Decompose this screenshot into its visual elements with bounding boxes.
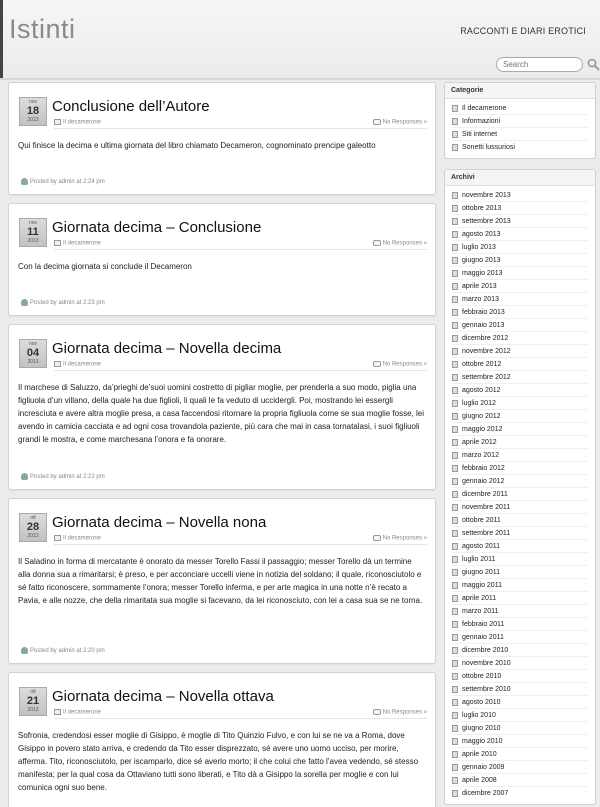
post-category-link[interactable]: Il decamerone <box>63 240 102 247</box>
archive-link[interactable] <box>452 644 588 657</box>
categories-title: Categorie <box>445 83 595 99</box>
post-meta <box>54 709 427 719</box>
date-month: ott <box>30 689 36 695</box>
post-byline: Posted by admin at 2:22 pm <box>30 474 105 480</box>
archive-link-label[interactable]: dicembre 2011 <box>462 491 508 498</box>
document-icon <box>452 478 458 485</box>
author-icon <box>21 299 28 306</box>
post <box>8 498 436 664</box>
archive-link[interactable] <box>452 657 588 670</box>
post-title[interactable]: Giornata decima – Novella decima <box>52 340 282 357</box>
author-icon <box>21 647 28 654</box>
archive-link[interactable] <box>452 228 588 241</box>
categories-widget <box>444 82 596 159</box>
archive-link-label[interactable]: aprile 2011 <box>462 595 497 602</box>
post <box>8 82 436 195</box>
archive-link-label[interactable]: agosto 2011 <box>462 543 501 550</box>
date-month: ott <box>30 515 36 521</box>
document-icon <box>452 712 458 719</box>
archive-link[interactable] <box>452 605 588 618</box>
category-link[interactable] <box>452 128 588 141</box>
document-icon <box>452 777 458 784</box>
document-icon <box>452 218 458 225</box>
archive-link[interactable] <box>452 514 588 527</box>
document-icon <box>452 231 458 238</box>
post-title[interactable]: Conclusione dell’Autore <box>52 98 210 115</box>
post-category-link[interactable]: Il decamerone <box>63 119 102 126</box>
post-byline: Posted by admin at 2:20 pm <box>30 648 105 654</box>
post-meta <box>54 119 427 129</box>
archive-link-label[interactable]: agosto 2012 <box>462 387 501 394</box>
post <box>8 203 436 316</box>
document-icon <box>452 634 458 641</box>
archive-link-label[interactable]: ottobre 2012 <box>462 361 502 368</box>
post-excerpt: Con la decima giornata si conclude il Decameron <box>18 262 192 271</box>
document-icon <box>452 400 458 407</box>
post-excerpt: Qui finisce la decima e ultima giornata del libro chiamato Decameron, cognominato prencipe galeotto <box>18 141 376 150</box>
archive-link-label[interactable]: maggio 2013 <box>462 270 503 277</box>
date-month: nov <box>28 220 38 226</box>
archive-link-label[interactable]: aprile 2013 <box>462 283 497 290</box>
archive-link-label[interactable]: ottobre 2011 <box>462 517 501 524</box>
post-footer <box>21 473 105 480</box>
archive-link[interactable] <box>452 267 588 280</box>
archive-link-label[interactable]: novembre 2010 <box>462 660 511 667</box>
post <box>8 324 436 490</box>
date-year: 2013 <box>27 533 39 539</box>
date-year: 2013 <box>27 238 39 244</box>
document-icon <box>452 764 458 771</box>
archive-link-label[interactable]: gennaio 2011 <box>462 634 504 641</box>
post-meta <box>54 240 427 250</box>
archive-link-label[interactable]: marzo 2013 <box>462 296 499 303</box>
archive-link[interactable] <box>452 527 588 540</box>
folder-icon <box>54 119 61 125</box>
archive-link-label[interactable]: luglio 2010 <box>462 712 496 719</box>
document-icon <box>452 192 458 199</box>
folder-icon <box>54 535 61 541</box>
document-icon <box>452 751 458 758</box>
document-icon <box>452 452 458 459</box>
archive-link[interactable] <box>452 345 588 358</box>
archive-link-label[interactable]: novembre 2013 <box>462 192 511 199</box>
archive-link[interactable] <box>452 254 588 267</box>
date-badge <box>19 97 47 126</box>
date-month: nov <box>28 99 38 105</box>
archive-link-label[interactable]: luglio 2013 <box>462 244 496 251</box>
archive-link[interactable] <box>452 358 588 371</box>
post-footer <box>21 647 105 654</box>
search-input[interactable] <box>496 57 583 72</box>
archive-link[interactable] <box>452 449 588 462</box>
archive-link-label[interactable]: novembre 2012 <box>462 348 511 355</box>
search-icon[interactable] <box>587 58 600 71</box>
archive-link-label[interactable]: aprile 2012 <box>462 439 497 446</box>
document-icon <box>452 465 458 472</box>
archive-link-label[interactable]: giugno 2012 <box>462 413 501 420</box>
post-byline: Posted by admin at 2:23 pm <box>30 300 105 306</box>
header-divider <box>0 78 600 80</box>
document-icon <box>452 270 458 277</box>
category-link-label[interactable]: Siti internet <box>462 131 498 138</box>
post-excerpt: Sofronia, credendosi esser moglie di Gisippo, è moglie di Tito Quinzio Fulvo, e con lui se ne va a Roma, dove Gisippo in povero stato arriva, e credendo da Tito esser disprezzato, sé avere uno uomo ucciso, per morire, afferma. Tito, riconosciutolo, per iscamparlo, dice sé averlo morto; il che colui che fatto l’avea vedendo, sé stesso manifesta; per la qual cosa da Ottaviano tutti sono liberati, e Tito dà a Gisippo la sorella per moglie e con lui comunica ogni suo bene. <box>18 731 419 792</box>
archive-link[interactable] <box>452 722 588 735</box>
date-day: 04 <box>26 347 40 359</box>
document-icon <box>452 426 458 433</box>
document-icon <box>452 131 458 138</box>
document-icon <box>452 725 458 732</box>
document-icon <box>452 608 458 615</box>
archive-link[interactable] <box>452 332 588 345</box>
post-comments-link[interactable]: No Responses » <box>382 240 427 247</box>
post-comments-link[interactable]: No Responses » <box>382 361 427 368</box>
archive-link[interactable] <box>452 761 588 774</box>
site-header <box>0 0 600 78</box>
document-icon <box>452 686 458 693</box>
document-icon <box>452 413 458 420</box>
document-icon <box>452 257 458 264</box>
document-icon <box>452 348 458 355</box>
archive-link[interactable] <box>452 280 588 293</box>
document-icon <box>452 439 458 446</box>
archive-link-label[interactable]: gennaio 2009 <box>462 764 505 771</box>
post-excerpt: Il marchese di Saluzzo, da’prieghi de’suoi uomini costretto di pigliar moglie, per prenderla a suo modo, piglia una figliuola d’un villano, della quale ha due figlioli, li quali le fa veduto di uccidergli. Poi, mostrando lei essergli increscìuta e avere altra moglie presa, a casa faccendosi ritornare la propria figliuola come se sua moglie fosse, lei avendo in camicia cacciata e ad ogni cosa trovandola paziente, più cara che mai in casa tornatalasi, i suoi figliuoli grandi le mostra, e come marchesana l’onora e fa onorare. <box>18 383 424 444</box>
date-month: nov <box>28 341 38 347</box>
category-link-label[interactable]: Informazioni <box>462 118 501 125</box>
post-title[interactable]: Giornata decima – Novella ottava <box>52 688 274 705</box>
archive-link[interactable] <box>452 488 588 501</box>
archives-list <box>445 186 595 804</box>
archive-link-label[interactable]: agosto 2013 <box>462 231 501 238</box>
archive-link-label[interactable]: dicembre 2012 <box>462 335 509 342</box>
archive-link-label[interactable]: gennaio 2013 <box>462 322 505 329</box>
archive-link-label[interactable]: settembre 2011 <box>462 530 511 537</box>
folder-icon <box>54 709 61 715</box>
archive-link-label[interactable]: novembre 2011 <box>462 504 511 511</box>
archive-link[interactable] <box>452 319 588 332</box>
categories-list <box>445 99 595 158</box>
document-icon <box>452 309 458 316</box>
comment-icon <box>373 361 381 367</box>
archive-link-label[interactable]: dicembre 2007 <box>462 790 509 797</box>
author-icon <box>21 473 28 480</box>
post-title[interactable]: Giornata decima – Novella nona <box>52 514 267 531</box>
archive-link[interactable] <box>452 592 588 605</box>
archive-link-label[interactable]: ottobre 2010 <box>462 673 502 680</box>
post-category-link[interactable]: Il decamerone <box>63 535 102 542</box>
date-day: 21 <box>26 695 40 707</box>
archive-link[interactable] <box>452 631 588 644</box>
archive-link-label[interactable]: febbraio 2011 <box>462 621 505 628</box>
date-day: 11 <box>27 226 39 238</box>
document-icon <box>452 504 458 511</box>
document-icon <box>452 335 458 342</box>
archive-link[interactable] <box>452 462 588 475</box>
document-icon <box>452 387 458 394</box>
document-icon <box>452 660 458 667</box>
archive-link[interactable] <box>452 540 588 553</box>
category-link[interactable] <box>452 102 588 115</box>
archive-link[interactable] <box>452 579 588 592</box>
post-footer <box>21 178 105 185</box>
post-footer <box>21 299 105 306</box>
site-title[interactable]: Istinti <box>9 14 76 44</box>
document-icon <box>452 569 458 576</box>
archive-link[interactable] <box>452 189 588 202</box>
archive-link-label[interactable]: settembre 2010 <box>462 686 511 693</box>
archive-link-label[interactable]: luglio 2011 <box>462 556 496 563</box>
comment-icon <box>373 709 381 715</box>
archive-link[interactable] <box>452 735 588 748</box>
archive-link[interactable] <box>452 748 588 761</box>
archive-link-label[interactable]: agosto 2010 <box>462 699 501 706</box>
date-day: 18 <box>26 105 40 117</box>
document-icon <box>452 543 458 550</box>
archive-link[interactable] <box>452 475 588 488</box>
archive-link-label[interactable]: ottobre 2013 <box>462 205 502 212</box>
archive-link[interactable] <box>452 566 588 579</box>
archive-link[interactable] <box>452 306 588 319</box>
archive-link-label[interactable]: aprile 2010 <box>462 751 497 758</box>
sidebar <box>444 82 596 807</box>
post-list <box>8 82 436 807</box>
archive-link-label[interactable]: giugno 2011 <box>462 569 501 576</box>
document-icon <box>452 556 458 563</box>
archive-link[interactable] <box>452 501 588 514</box>
document-icon <box>452 118 458 125</box>
post-category-link[interactable]: Il decamerone <box>63 709 102 716</box>
archive-link-label[interactable]: febbraio 2012 <box>462 465 505 472</box>
document-icon <box>452 296 458 303</box>
archive-link[interactable] <box>452 423 588 436</box>
post-meta <box>54 535 427 545</box>
post-comments-link[interactable]: No Responses » <box>382 119 427 126</box>
document-icon <box>452 699 458 706</box>
document-icon <box>452 517 458 524</box>
archive-link-label[interactable]: maggio 2012 <box>462 426 503 433</box>
date-badge <box>19 513 47 542</box>
archive-link-label[interactable]: marzo 2011 <box>462 608 499 615</box>
archive-link[interactable] <box>452 787 588 800</box>
archive-link-label[interactable]: luglio 2012 <box>462 400 496 407</box>
folder-icon <box>54 361 61 367</box>
archive-link[interactable] <box>452 371 588 384</box>
document-icon <box>452 595 458 602</box>
post-comments-link[interactable]: No Responses » <box>382 709 427 716</box>
date-year: 2013 <box>27 117 39 123</box>
archive-link[interactable] <box>452 397 588 410</box>
archives-widget <box>444 169 596 805</box>
category-link-label[interactable]: Il decamerone <box>462 105 507 112</box>
date-badge <box>19 339 47 368</box>
archives-title: Archivi <box>445 170 595 186</box>
document-icon <box>452 361 458 368</box>
archive-link[interactable] <box>452 696 588 709</box>
document-icon <box>452 283 458 290</box>
document-icon <box>452 647 458 654</box>
category-link[interactable] <box>452 141 588 154</box>
archive-link-label[interactable]: febbraio 2013 <box>462 309 505 316</box>
document-icon <box>452 491 458 498</box>
archive-link-label[interactable]: settembre 2012 <box>462 374 511 381</box>
archive-link[interactable] <box>452 241 588 254</box>
post-title[interactable]: Giornata decima – Conclusione <box>52 219 262 236</box>
comment-icon <box>373 535 381 541</box>
author-icon <box>21 178 28 185</box>
archive-link-label[interactable]: maggio 2011 <box>462 582 502 589</box>
document-icon <box>452 105 458 112</box>
archive-link[interactable] <box>452 215 588 228</box>
comment-icon <box>373 119 381 125</box>
archive-link[interactable] <box>452 670 588 683</box>
post <box>8 672 436 807</box>
document-icon <box>452 374 458 381</box>
post-byline: Posted by admin at 2:24 pm <box>30 179 105 185</box>
category-link[interactable] <box>452 115 588 128</box>
post-meta <box>54 361 427 371</box>
archive-link-label[interactable]: marzo 2012 <box>462 452 499 459</box>
archive-link-label[interactable]: settembre 2013 <box>462 218 511 225</box>
archive-link[interactable] <box>452 683 588 696</box>
document-icon <box>452 530 458 537</box>
document-icon <box>452 738 458 745</box>
archive-link[interactable] <box>452 553 588 566</box>
date-year: 2013 <box>27 707 39 713</box>
document-icon <box>452 322 458 329</box>
document-icon <box>452 673 458 680</box>
archive-link[interactable] <box>452 774 588 787</box>
archive-link[interactable] <box>452 293 588 306</box>
archive-link-label[interactable]: dicembre 2010 <box>462 647 509 654</box>
archive-link[interactable] <box>452 384 588 397</box>
archive-link-label[interactable]: maggio 2010 <box>462 738 503 745</box>
post-category-link[interactable]: Il decamerone <box>63 361 102 368</box>
archive-link-label[interactable]: giugno 2010 <box>462 725 501 732</box>
archive-link-label[interactable]: gennaio 2012 <box>462 478 505 485</box>
archive-link[interactable] <box>452 410 588 423</box>
document-icon <box>452 244 458 251</box>
document-icon <box>452 790 458 797</box>
site-description: RACCONTI E DIARI EROTICI <box>460 26 586 36</box>
archive-link-label[interactable]: aprile 2008 <box>462 777 497 784</box>
document-icon <box>452 582 458 589</box>
archive-link[interactable] <box>452 202 588 215</box>
category-link-label[interactable]: Sonetti lussuriosi <box>462 144 515 151</box>
date-badge <box>19 687 47 716</box>
post-comments-link[interactable]: No Responses » <box>382 535 427 542</box>
document-icon <box>452 621 458 628</box>
date-badge <box>19 218 47 247</box>
folder-icon <box>54 240 61 246</box>
date-year: 2013 <box>27 359 39 365</box>
post-excerpt: Il Saladino in forma di mercatante è onorato da messer Torello Fassi il passaggio; messer Torello dà un termine alla donna sua a rimaritarsi; è preso, e per acconciare uccelli viene in notizia del soldano; il quale, riconosciutolo e sé fatto riconoscere, sommamente l’onora; messer Torello inferma, e per arte magica in una notte n’è recato a Pavia, e alle nozze, che della rimaritata sua moglie si facevano, da lei riconosciuto, con lei a casa sua se ne torna. <box>18 557 423 605</box>
comment-icon <box>373 240 381 246</box>
archive-link[interactable] <box>452 709 588 722</box>
archive-link[interactable] <box>452 436 588 449</box>
document-icon <box>452 144 458 151</box>
document-icon <box>452 205 458 212</box>
archive-link-label[interactable]: giugno 2013 <box>462 257 501 264</box>
date-day: 28 <box>26 521 40 533</box>
archive-link[interactable] <box>452 618 588 631</box>
